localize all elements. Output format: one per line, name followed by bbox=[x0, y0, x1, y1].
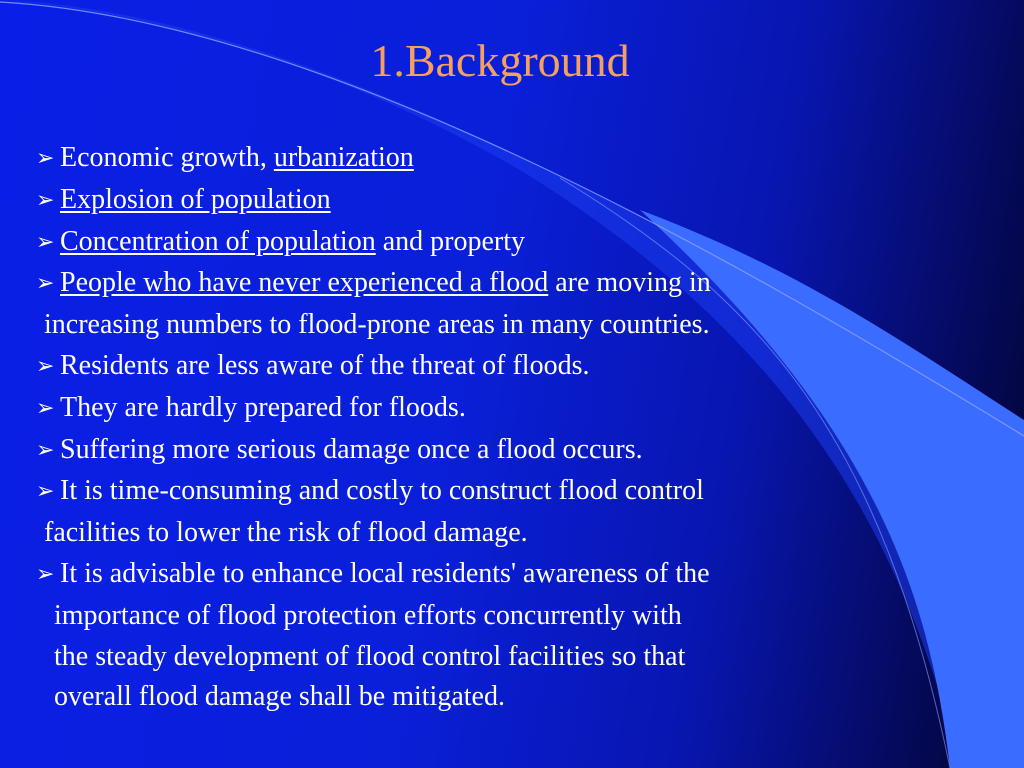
arrow-bullet-icon: ➢ bbox=[36, 271, 55, 297]
bullet-item: ➢ It is advisable to enhance local residents' awareness of the bbox=[36, 554, 996, 596]
bullet-item: ➢ Suffering more serious damage once a flood occurs. bbox=[36, 430, 996, 472]
bullet-item: ➢ People who have never experienced a flood are moving in bbox=[36, 263, 996, 305]
arrow-bullet-icon: ➢ bbox=[36, 229, 55, 255]
bullet-item: ➢ Economic growth, urbanization bbox=[36, 138, 996, 180]
arrow-bullet-icon: ➢ bbox=[36, 437, 55, 463]
bullet-continuation: increasing numbers to flood-prone areas in many countries. bbox=[44, 309, 710, 341]
bullet-list bbox=[36, 138, 996, 718]
slide-title: 1.Background bbox=[370, 35, 630, 86]
bullet-item: ➢ They are hardly prepared for floods. bbox=[36, 388, 996, 430]
arrow-bullet-icon: ➢ bbox=[36, 395, 55, 421]
bullet-continuation: facilities to lower the risk of flood damage. bbox=[44, 517, 528, 549]
bullet-continuation: overall flood damage shall be mitigated. bbox=[54, 681, 505, 713]
arrow-bullet-icon: ➢ bbox=[36, 353, 55, 379]
bullet-item: ➢ Residents are less aware of the threat of floods. bbox=[36, 346, 996, 388]
arrow-bullet-icon: ➢ bbox=[36, 146, 55, 171]
arrow-bullet-icon: ➢ bbox=[36, 187, 55, 213]
bullet-continuation: the steady development of flood control facilities so that bbox=[54, 640, 686, 672]
arrow-bullet-icon: ➢ bbox=[36, 479, 55, 505]
bullet-item: ➢ Explosion of population bbox=[36, 180, 996, 222]
bullet-item: ➢ Concentration of population and property bbox=[36, 222, 996, 264]
bullet-item: ➢ It is time-consuming and costly to construct flood control bbox=[36, 471, 996, 513]
arrow-bullet-icon: ➢ bbox=[36, 561, 55, 587]
bullet-continuation: importance of flood protection efforts concurrently with bbox=[54, 599, 682, 631]
